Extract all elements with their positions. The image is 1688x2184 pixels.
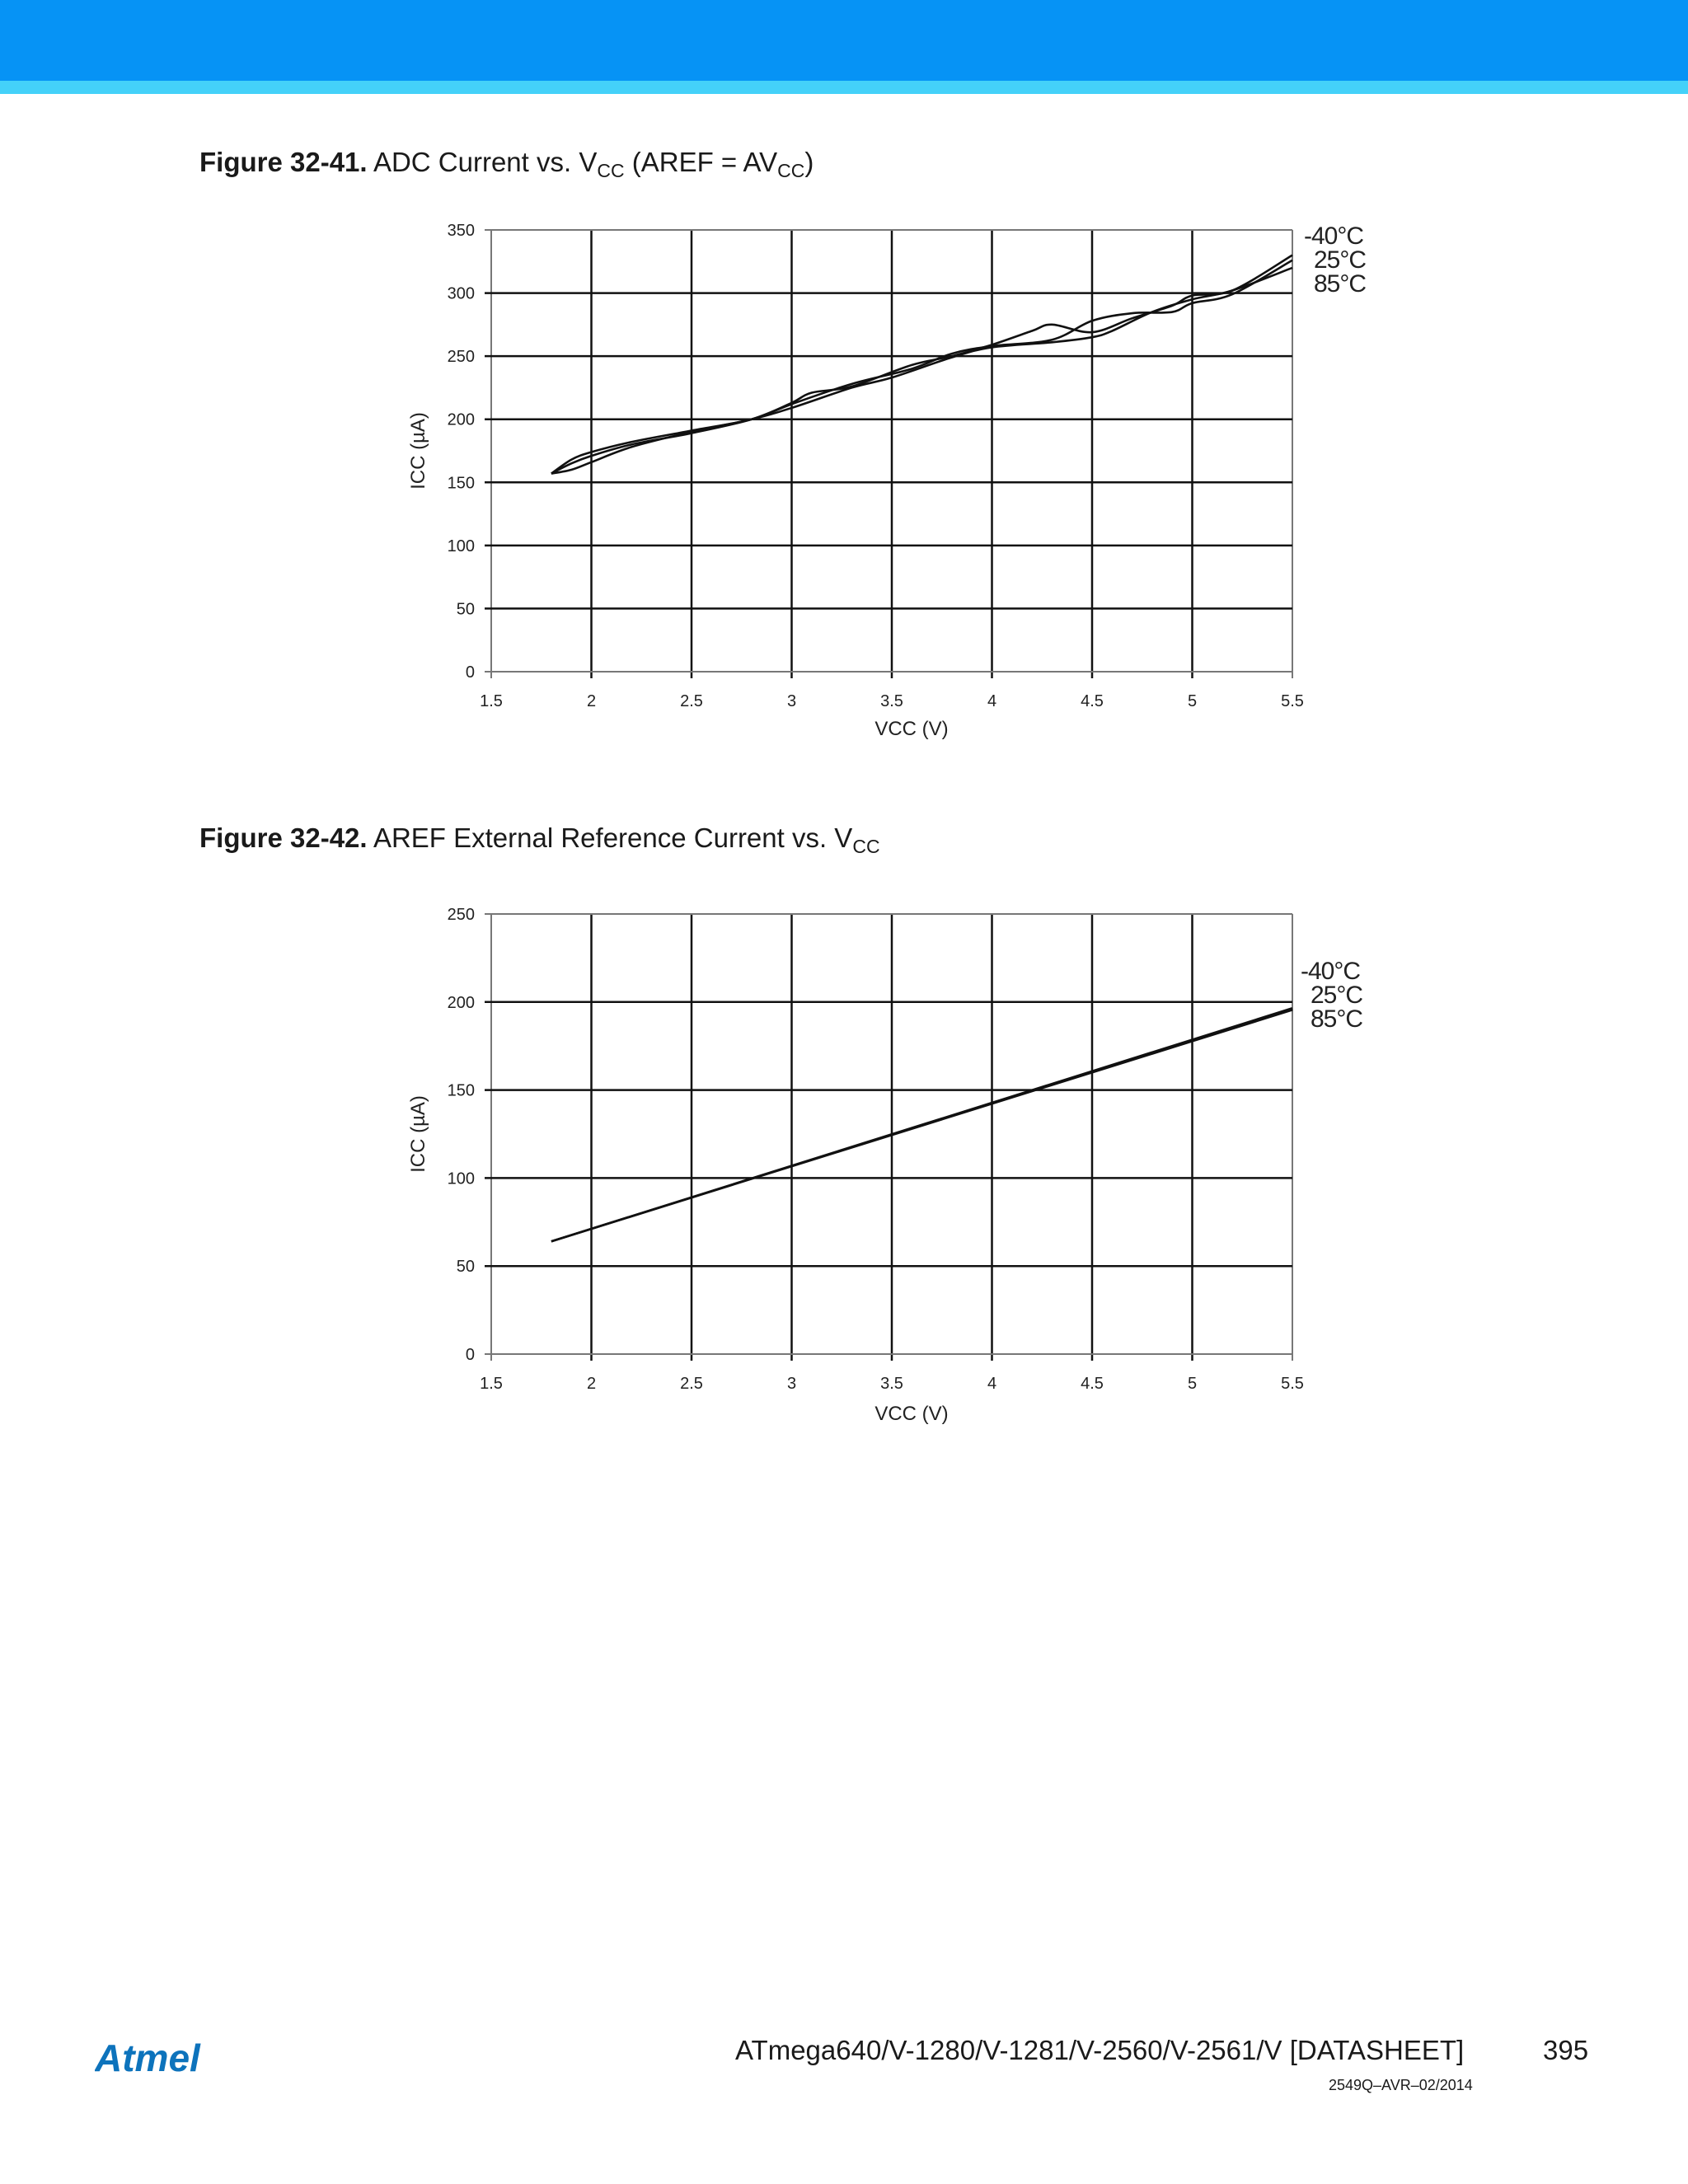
logo-text: Atmel: [95, 2038, 200, 2079]
x-tick-label: 2: [586, 692, 597, 710]
x-tick-label: 4: [987, 1375, 997, 1393]
y-tick-label: 350: [447, 222, 475, 240]
x-tick-label: 5.5: [1281, 692, 1304, 710]
legend-label: 25°C: [1311, 982, 1363, 1009]
legend-label: 85°C: [1314, 270, 1367, 298]
series-line-2: [551, 1010, 1292, 1241]
y-tick-label: 0: [465, 663, 475, 682]
x-tick-label: 1.5: [480, 1375, 503, 1393]
y-axis-label: ICC (µA): [407, 1095, 429, 1173]
x-tick-label: 5.5: [1281, 1375, 1304, 1393]
footer-title: ATmega640/V-1280/V-1281/V-2560/V-2561/V [DATASHEET]: [735, 2035, 1465, 2065]
x-tick-label: 3: [786, 692, 797, 710]
x-tick-label: 2: [586, 1375, 597, 1393]
y-tick-label: 0: [465, 1346, 475, 1364]
figure-number: Figure 32-42.: [199, 823, 368, 853]
x-tick-label: 1.5: [480, 692, 503, 710]
x-tick-label: 2.5: [680, 692, 703, 710]
atmel-logo: [95, 2038, 243, 2083]
y-tick-label: 100: [447, 537, 475, 555]
x-tick-label: 2.5: [680, 1375, 703, 1393]
y-tick-label: 250: [447, 348, 475, 367]
legend-label: 85°C: [1311, 1005, 1363, 1033]
y-tick-label: 150: [447, 474, 475, 493]
x-tick-label: 4.5: [1081, 1375, 1104, 1393]
x-tick-label: 5: [1187, 692, 1198, 710]
x-axis-label: VCC (V): [874, 718, 949, 740]
y-tick-label: 250: [447, 906, 475, 924]
y-tick-label: 150: [447, 1081, 475, 1100]
y-tick-label: 200: [447, 410, 475, 429]
figure-title: AREF External Reference Current vs. $V_{CC}$: [373, 823, 880, 857]
x-tick-label: 5: [1187, 1375, 1198, 1393]
x-tick-label: 3.5: [880, 1375, 903, 1393]
page-number: 395: [1543, 2035, 1589, 2065]
x-tick-label: 4: [987, 692, 997, 710]
x-axis-label: VCC (V): [874, 1403, 949, 1425]
figure-title: ADC Current vs. $V_{CC}$ (AREF = $AV_{CC}$): [373, 147, 814, 181]
legend-label: -40°C: [1301, 958, 1361, 985]
y-tick-label: 300: [447, 284, 475, 303]
y-tick-label: 100: [447, 1169, 475, 1188]
y-axis-label: ICC (µA): [407, 412, 429, 490]
x-tick-label: 3.5: [880, 692, 903, 710]
legend-label: -40°C: [1304, 223, 1364, 250]
x-tick-label: 4.5: [1081, 692, 1104, 710]
y-tick-label: 200: [447, 993, 475, 1012]
figure-number: Figure 32-41.: [199, 147, 368, 177]
x-tick-label: 3: [786, 1375, 797, 1393]
legend-label: 25°C: [1314, 246, 1367, 274]
y-tick-label: 50: [456, 600, 475, 619]
y-tick-label: 50: [456, 1258, 475, 1277]
revision-code: 2549Q–AVR–02/2014: [1329, 2077, 1473, 2093]
